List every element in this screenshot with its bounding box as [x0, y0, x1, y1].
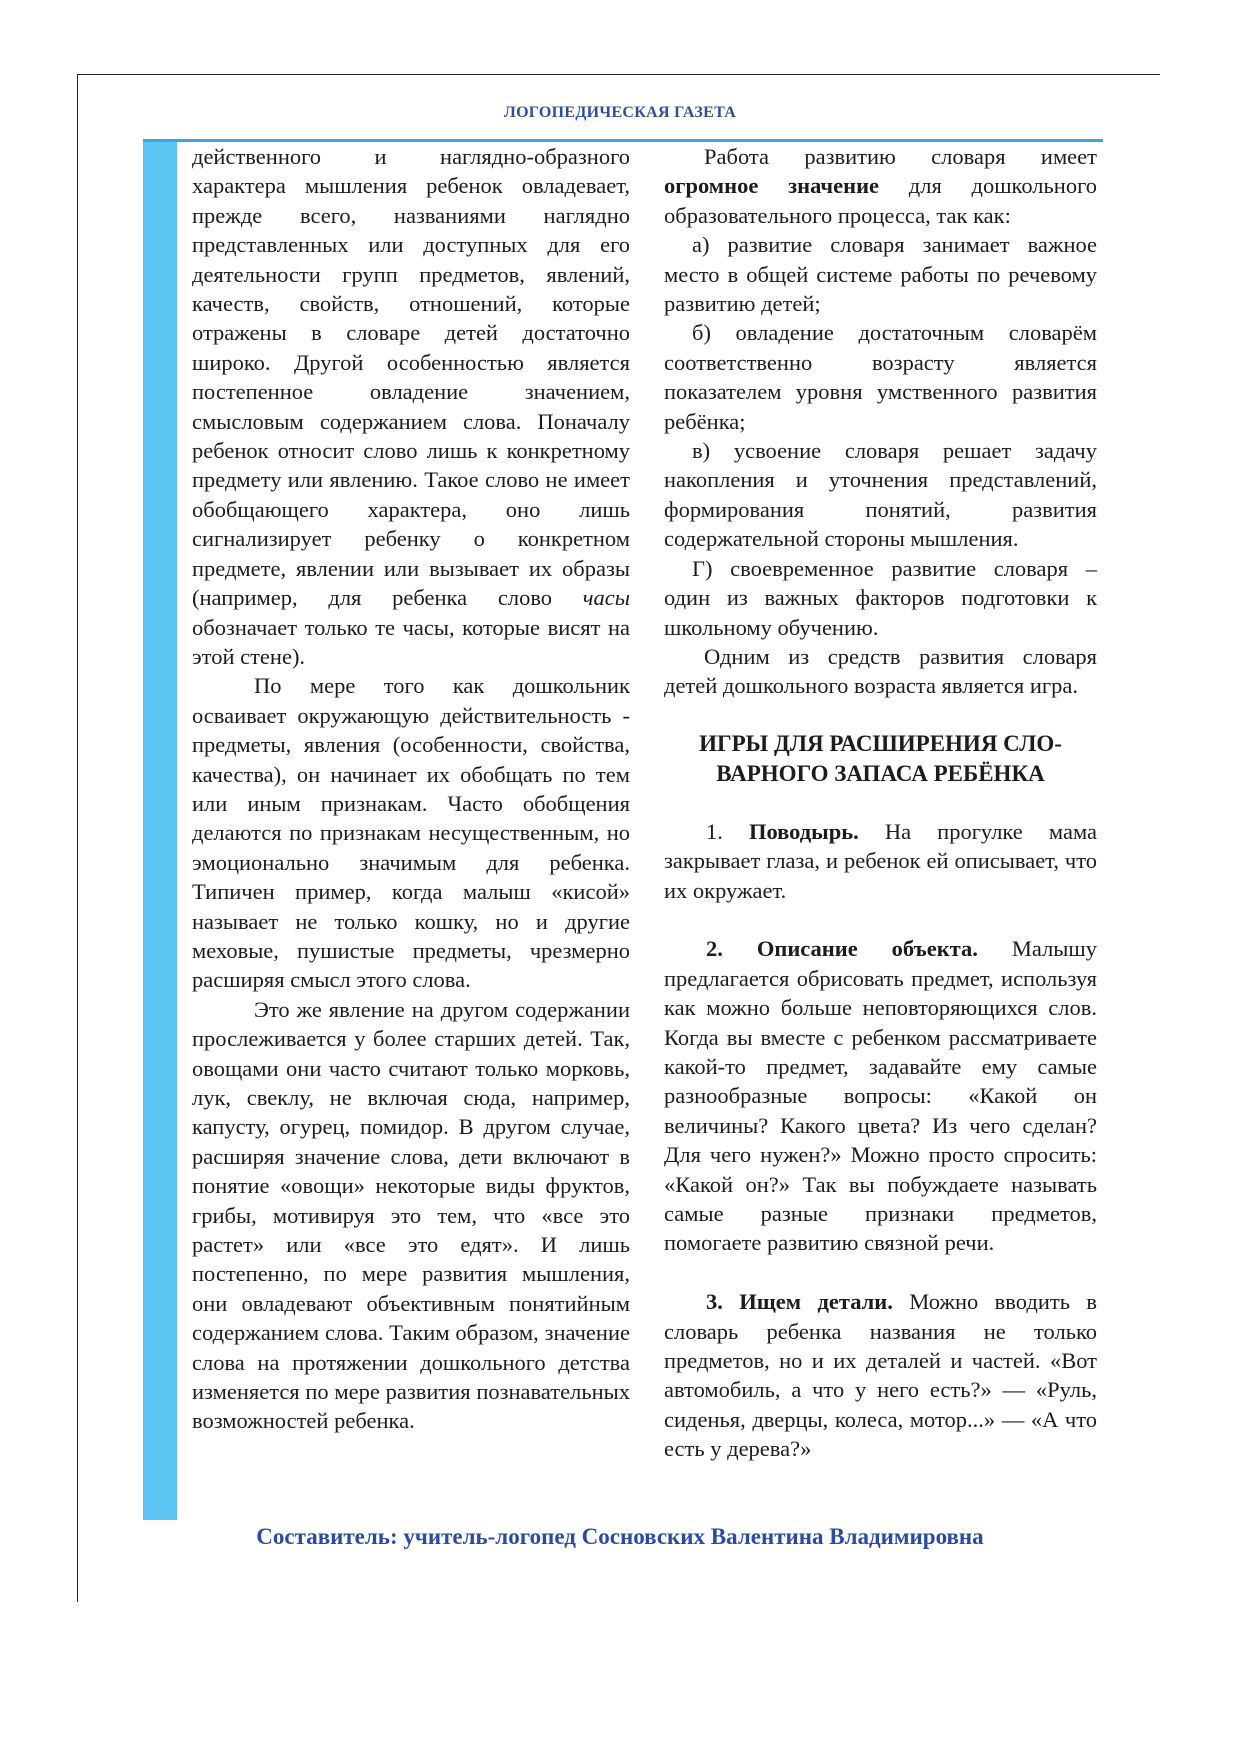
game-2-title: 2. Описание объекта.	[706, 936, 978, 962]
game-1	[664, 817, 1097, 905]
list-item-a: а) развитие словаря занимает важное место в общей системе работы по речевому развитию детей;	[664, 232, 1097, 317]
italic-word: часы	[582, 585, 631, 611]
game-1-number: 1.	[706, 818, 723, 844]
heading-line-2: ВАРНОГО ЗАПАСА РЕБЁНКА	[716, 760, 1045, 786]
games-intro: Одним из средств развития словаря детей дошкольного возраста является игра.	[664, 643, 1097, 699]
list-item-d: Г) своевременное развитие словаря – один из важных факторов подготовки к школьному обучению.	[664, 555, 1097, 640]
author-footer: Составитель: учитель-логопед Сосновских Валентина Владимировна	[256, 1524, 984, 1549]
left-paragraph-1-end: обозначает только те часы, которые висят на этой стене).	[192, 614, 630, 669]
game-3	[664, 1287, 1097, 1463]
left-paragraph-2: По мере того как дошкольник осваивает окружающую действительность - предметы, явления (особенности, свойства, качества), он начинает их обобщать по тем или иным признакам. Часто обобщения делаются по признакам несущественным, но эмоционально значимым для ребенка. Типичен пример, когда малыш «кисой» называет не только кошку, но и другие меховые, пушистые предметы, чрезмерно расширяя смысл этого слова.	[192, 673, 630, 993]
left-column	[192, 142, 630, 1436]
left-paragraph-1-text: действенного и наглядно-образного характера мышления ребенок овладевает, прежде всего, названиями наглядно представленных или доступных для его деятельности групп предметов, явлений, качеств, свойств, отношений, которые отражены в словаре детей достаточно широко. Другой особенностью является постепенное овладение значением, смысловым содержанием слова. Поначалу ребенок относит слово лишь к конкретному предмету или явлению. Такое слово не имеет обобщающего характера, оно лишь сигнализирует ребенку о конкретном предмете, явлении или вызывает их образы (например, для ребенка слово	[192, 144, 630, 611]
intro-text: Работа развитию словаря имеет	[704, 144, 1097, 169]
heading-line-1: ИГРЫ ДЛЯ РАСШИРЕНИЯ СЛО-	[699, 730, 1062, 756]
page-frame-left	[77, 74, 78, 1602]
left-paragraph-1	[192, 142, 630, 671]
game-3-title: 3. Ищем детали.	[706, 1289, 893, 1315]
right-column	[664, 142, 1097, 1464]
list-item-b: б) овладение достаточным словарём соответственно возрасту является показателем уровня умственного развития ребёнка;	[664, 320, 1097, 434]
game-3-text: Можно вводить в словарь ребенка названия не только предметов, но и их деталей и частей. «Вот автомобиль, а что у него есть?» — «Руль, сиденья, дверцы, колеса, мотор...» — «А что есть у дерева?»	[664, 1289, 1098, 1462]
page-frame-top	[77, 74, 1160, 75]
intro-end: для дошкольного образовательного процесса, так как:	[664, 173, 1097, 228]
game-1-title: Поводырь.	[748, 818, 859, 844]
side-accent-bar	[143, 142, 177, 1520]
game-2	[664, 934, 1097, 1257]
list-item-c: в) усвоение словаря решает задачу накопления и уточнения представлений, формирования понятий, развития содержательной стороны мышления.	[664, 438, 1097, 552]
left-paragraph-3: Это же явление на другом содержании прослеживается у более старших детей. Так, овощами они часто считают только морковь, лук, свеклу, не включая сюда, например, капусту, огурец, помидор. В другом случае, расширяя значение слова, дети включают в понятие «овощи» некоторые виды фруктов, грибы, мотивируя это тем, что «все это растет» или «все это едят». И лишь постепенно, по мере развития мышления, они овладевают объективным понятийным содержанием слова. Таким образом, значение слова на протяжении дошкольного детства изменяется по мере развития познавательных возможностей ребенка.	[192, 996, 630, 1434]
newspaper-title: ЛОГОПЕДИЧЕСКАЯ ГАЗЕТА	[503, 104, 737, 121]
intro-paragraph	[664, 142, 1097, 230]
game-2-text: Малышу предлагается обрисовать предмет, используя как можно больше неповторяющихся слов. Когда вы вместе с ребенком рассматриваете какой-то предмет, задавайте ему самые разнообразные вопросы: «Какой он величины? Какого цвета? Из чего сделан? Для чего нужен?» Можно просто спросить: «Какой он?» Так вы побуждаете называть самые разные признаки предметов, помогаете развитию связной речи.	[664, 936, 1097, 1256]
intro-bold: огромное значение	[664, 173, 880, 199]
game-1-text: На прогулке мама закрывает глаза, и ребенок ей описывает, что их окружает.	[664, 818, 1098, 903]
section-heading	[664, 729, 1097, 789]
